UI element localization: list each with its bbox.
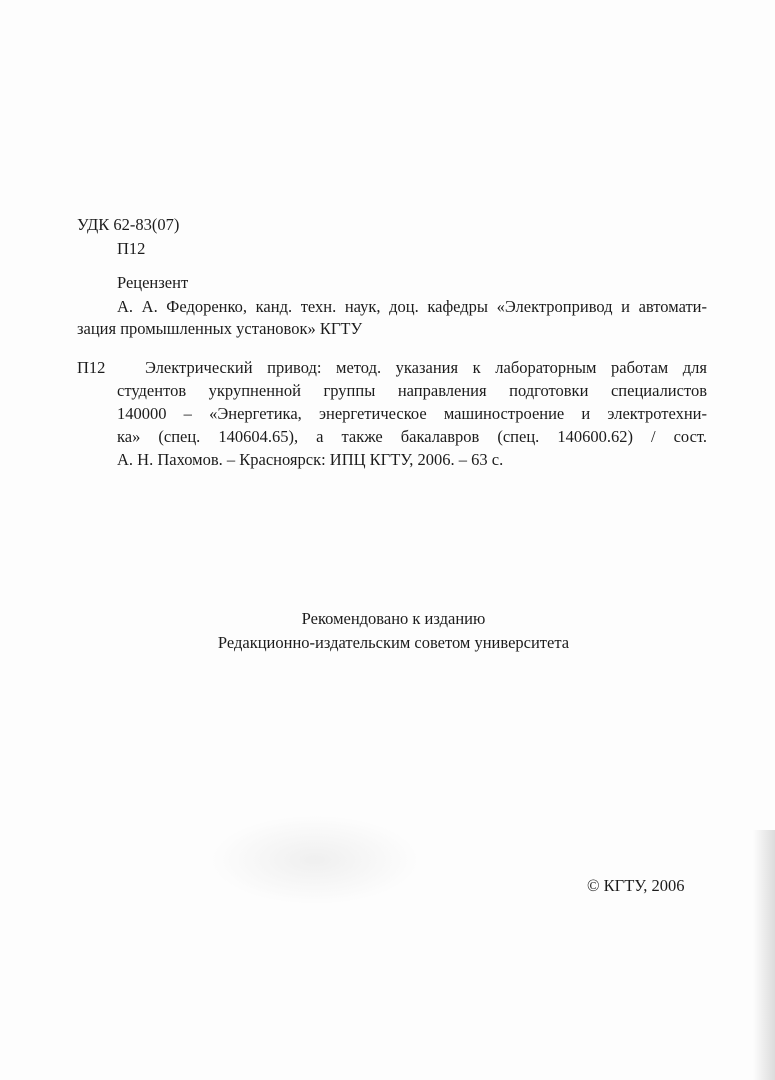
udk-code: УДК 62-83(07): [77, 215, 180, 234]
bibliography-line-1: Электрический привод: метод. указания к лабораторным работам для: [145, 358, 707, 377]
reviewer-line-2: зация промышленных установок» КГТУ: [77, 319, 363, 338]
bibliography-line-5: А. Н. Пахомов. – Красноярск: ИПЦ КГТУ, 2006. – 63 с.: [117, 450, 504, 469]
copyright-notice: © КГТУ, 2006: [587, 876, 685, 895]
bibliography-line-3: 140000 – «Энергетика, энергетическое машиностроение и электротехни-: [117, 404, 707, 423]
scan-edge-shadow: [753, 830, 775, 1080]
bibliography-line-2: студентов укрупненной группы направления подготовки специалистов: [117, 381, 707, 400]
reviewer-heading: Рецензент: [117, 273, 189, 292]
bibliography-index: П12: [77, 358, 106, 377]
recommendation-line-1: Рекомендовано к изданию: [301, 609, 486, 628]
recommendation-line-2: Редакционно-издательским советом университета: [217, 633, 570, 652]
scan-smudge: [210, 815, 420, 905]
udk-index: П12: [117, 239, 146, 258]
reviewer-line-1: А. А. Федоренко, канд. техн. наук, доц. кафедры «Электропривод и автомати-: [117, 297, 707, 316]
bibliography-line-4: ка» (спец. 140604.65), а также бакалавров (спец. 140600.62) / сост.: [117, 427, 707, 446]
